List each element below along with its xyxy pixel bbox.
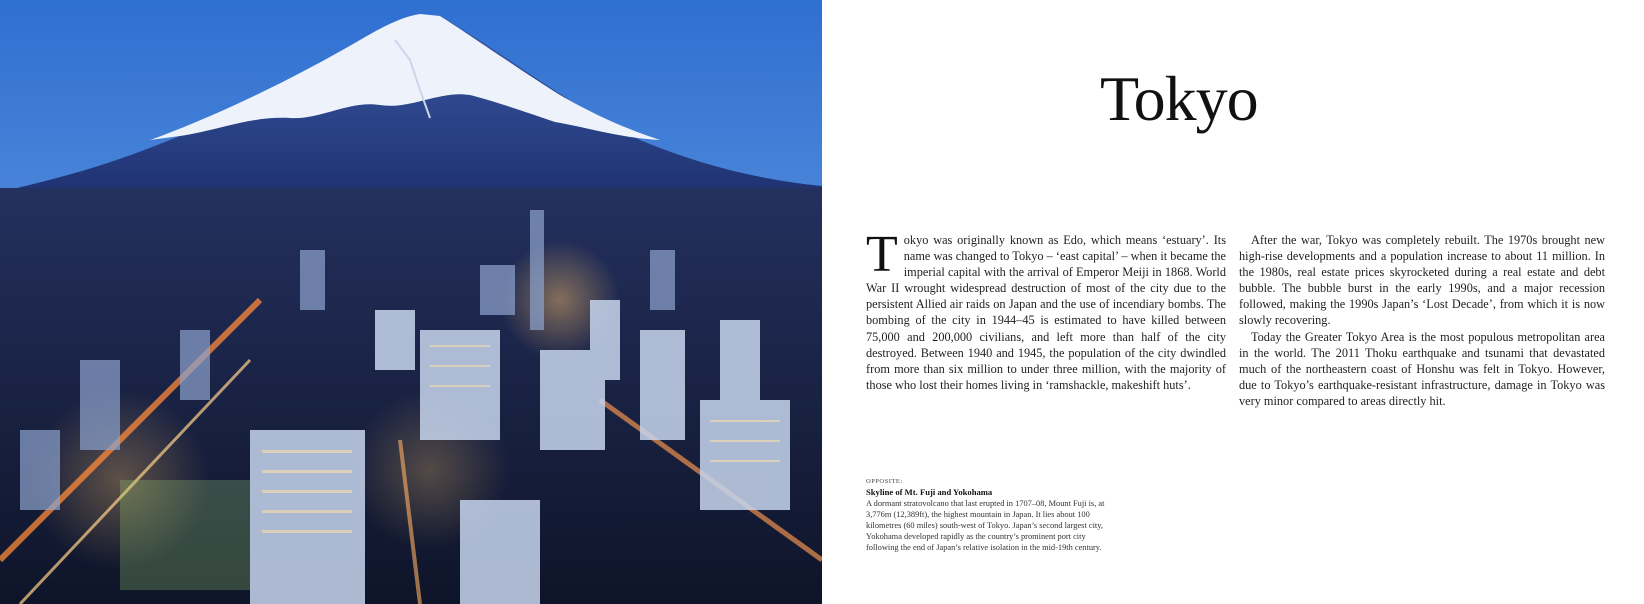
drop-cap: T <box>866 226 898 283</box>
page-title: Tokyo <box>1100 63 1258 134</box>
caption-title: Skyline of Mt. Fuji and Yokohama <box>866 487 993 497</box>
body-paragraph-postwar: After the war, Tokyo was completely rebuilt. The 1970s brought new high-rise developments and a population increase to about 11 million. In the 1980s, real estate prices skyrocketed during a real estate and debt bubble. The bubble burst in the early 1990s, and a major recession followed, making the 1990s Japan’s ‘Lost Decade’, from which it is now slowly recovering. <box>1239 233 1605 328</box>
caption-text: A dormant stratovolcano that last erupted in 1707–08, Mount Fuji is, at 3,776m (12,389ft), the highest mountain in Japan. It lies about 100 kilometres (60 miles) south-west of Tokyo. Japan’s second largest city, Yokohama developed rapidly as the country’s prominent port city following the end of Japan’s relative isolation in the mid-19th century. <box>866 499 1105 552</box>
intro-paragraph <box>866 226 1226 393</box>
body-paragraph-today: Today the Greater Tokyo Area is the most populous metropolitan area in the world. The 2011 Thoku earthquake and tsunami that devastated much of the northeastern coast of Honshu was felt in Tokyo. However, due to Tokyo’s earthquake-resistant infrastructure, damage in Tokyo was very minor compared to areas directly hit. <box>1239 329 1605 408</box>
caption-label: OPPOSITE: <box>866 478 903 485</box>
photo-caption <box>866 476 1106 553</box>
intro-paragraph-text: okyo was originally known as Edo, which means ‘estuary’. Its name was changed to Tokyo – ‘east capital’ – when it became the imperial capital with the arrival of Emperor Meiji in 1868. World War II wrought widespread destruction of most of the city due to the persistent Allied air raids on Japan and the use of incendiary bombs. The bombing of the city in 1944–45 is estimated to have killed between 75,000 and 200,000 civilians, and left more than half of the city destroyed. Between 1940 and 1945, the population of the city dwindled from more than six million to under three million, with the majority of those who lost their homes living in ‘ramshackle, makeshift huts’. <box>866 233 1226 392</box>
intro-column <box>866 226 1226 393</box>
body-column <box>1239 232 1605 409</box>
